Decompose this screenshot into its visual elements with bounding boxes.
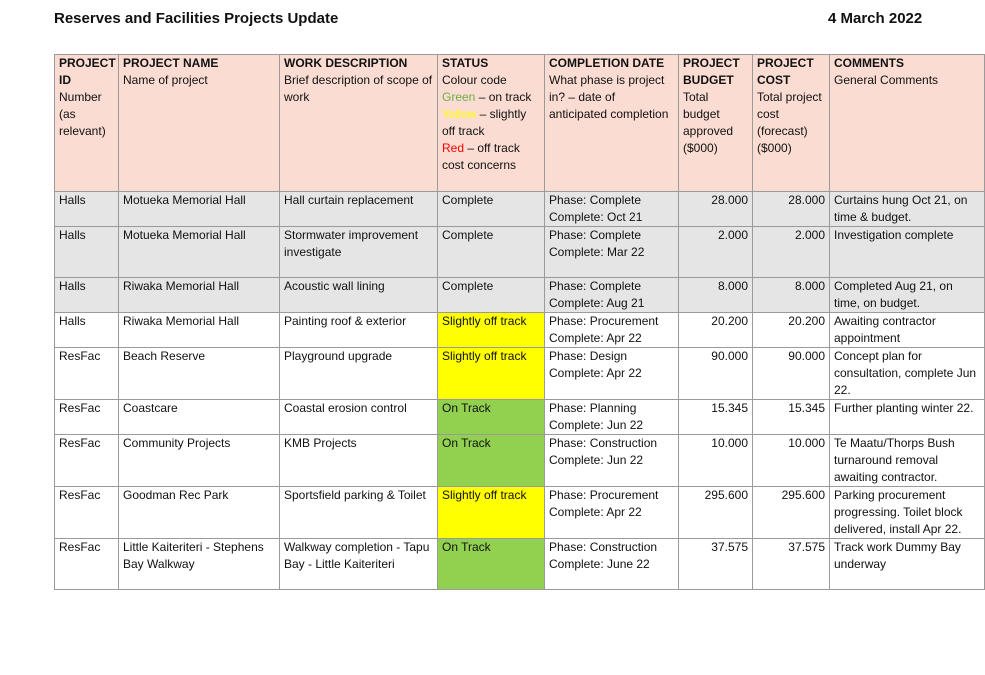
- cell-project-id: Halls: [55, 227, 119, 278]
- cell-work-description: Painting roof & exterior: [280, 313, 438, 348]
- col-header-completion-date: COMPLETION DATE What phase is project in? – date of anticipated completion: [545, 55, 679, 192]
- cell-project-id: Halls: [55, 278, 119, 313]
- cell-work-description: Playground upgrade: [280, 348, 438, 400]
- cell-comments: Completed Aug 21, on time, on budget.: [830, 278, 985, 313]
- cell-completion: Phase: Procurement Complete: Apr 22: [545, 313, 679, 348]
- page-title: Reserves and Facilities Projects Update: [54, 10, 339, 27]
- table-row: [55, 313, 985, 348]
- cell-work-description: Coastal erosion control: [280, 400, 438, 435]
- cell-work-description: KMB Projects: [280, 435, 438, 487]
- cell-project-name: Beach Reserve: [119, 348, 280, 400]
- cell-cost: 10.000: [753, 435, 830, 487]
- table-row: [55, 227, 985, 278]
- table-row: [55, 348, 985, 400]
- cell-project-id: ResFac: [55, 539, 119, 590]
- cell-cost: 295.600: [753, 487, 830, 539]
- cell-completion: Phase: Complete Complete: Oct 21: [545, 192, 679, 227]
- cell-work-description: Hall curtain replacement: [280, 192, 438, 227]
- cell-work-description: Stormwater improvement investigate: [280, 227, 438, 278]
- cell-comments: Track work Dummy Bay underway: [830, 539, 985, 590]
- cell-project-id: ResFac: [55, 348, 119, 400]
- col-header-comments: COMMENTS General Comments: [830, 55, 985, 192]
- cell-comments: Awaiting contractor appointment: [830, 313, 985, 348]
- cell-project-id: Halls: [55, 192, 119, 227]
- cell-cost: 37.575: [753, 539, 830, 590]
- cell-work-description: Acoustic wall lining: [280, 278, 438, 313]
- legend-red: Red: [442, 141, 465, 155]
- cell-budget: 2.000: [679, 227, 753, 278]
- cell-budget: 90.000: [679, 348, 753, 400]
- cell-project-name: Little Kaiteriteri - Stephens Bay Walkway: [119, 539, 280, 590]
- legend-yellow: Yellow: [442, 107, 477, 121]
- cell-completion: Phase: Complete Complete: Aug 21: [545, 278, 679, 313]
- col-header-project-budget: PROJECT BUDGET Total budget approved ($000): [679, 55, 753, 192]
- table-row: [55, 539, 985, 590]
- cell-cost: 8.000: [753, 278, 830, 313]
- cell-cost: 28.000: [753, 192, 830, 227]
- cell-status: On Track: [438, 435, 545, 487]
- cell-project-id: ResFac: [55, 487, 119, 539]
- cell-status: Complete: [438, 227, 545, 278]
- cell-status: Complete: [438, 192, 545, 227]
- cell-project-name: Community Projects: [119, 435, 280, 487]
- cell-cost: 2.000: [753, 227, 830, 278]
- cell-project-id: ResFac: [55, 400, 119, 435]
- cell-budget: 15.345: [679, 400, 753, 435]
- cell-project-name: Coastcare: [119, 400, 280, 435]
- col-header-work-description: WORK DESCRIPTION Brief description of scope of work: [280, 55, 438, 192]
- cell-cost: 90.000: [753, 348, 830, 400]
- cell-budget: 28.000: [679, 192, 753, 227]
- col-header-project-cost: PROJECT COST Total project cost (forecast) ($000): [753, 55, 830, 192]
- cell-status: Slightly off track: [438, 348, 545, 400]
- cell-completion: Phase: Planning Complete: Jun 22: [545, 400, 679, 435]
- cell-budget: 8.000: [679, 278, 753, 313]
- col-header-project-name: PROJECT NAME Name of project: [119, 55, 280, 192]
- cell-cost: 20.200: [753, 313, 830, 348]
- cell-budget: 10.000: [679, 435, 753, 487]
- cell-project-name: Goodman Rec Park: [119, 487, 280, 539]
- report-date: 4 March 2022: [828, 10, 923, 27]
- cell-comments: Te Maatu/Thorps Bush turnaround removal awaiting contractor.: [830, 435, 985, 487]
- cell-completion: Phase: Construction Complete: Jun 22: [545, 435, 679, 487]
- table-row: [55, 278, 985, 313]
- table-row: [55, 192, 985, 227]
- cell-comments: Parking procurement progressing. Toilet block delivered, install Apr 22.: [830, 487, 985, 539]
- cell-completion: Phase: Procurement Complete: Apr 22: [545, 487, 679, 539]
- col-header-status: STATUS Colour code Green – on track Yellow – slightly off track Red – off track cost concerns: [438, 55, 545, 192]
- table-row: [55, 400, 985, 435]
- cell-status: Slightly off track: [438, 487, 545, 539]
- cell-status: On Track: [438, 400, 545, 435]
- cell-work-description: Walkway completion - Tapu Bay - Little Kaiteriteri: [280, 539, 438, 590]
- cell-work-description: Sportsfield parking & Toilet: [280, 487, 438, 539]
- cell-status: Complete: [438, 278, 545, 313]
- cell-project-name: Riwaka Memorial Hall: [119, 278, 280, 313]
- cell-budget: 20.200: [679, 313, 753, 348]
- cell-cost: 15.345: [753, 400, 830, 435]
- projects-table: [54, 54, 985, 590]
- cell-comments: Further planting winter 22.: [830, 400, 985, 435]
- table-row: [55, 435, 985, 487]
- legend-green: Green: [442, 90, 476, 104]
- cell-project-id: Halls: [55, 313, 119, 348]
- cell-status: Slightly off track: [438, 313, 545, 348]
- cell-completion: Phase: Complete Complete: Mar 22: [545, 227, 679, 278]
- table-header-row: [55, 55, 985, 192]
- cell-comments: Curtains hung Oct 21, on time & budget.: [830, 192, 985, 227]
- cell-project-name: Motueka Memorial Hall: [119, 192, 280, 227]
- cell-project-name: Motueka Memorial Hall: [119, 227, 280, 278]
- cell-project-name: Riwaka Memorial Hall: [119, 313, 280, 348]
- cell-comments: Investigation complete: [830, 227, 985, 278]
- col-header-project-id: PROJECT ID Number (as relevant): [55, 55, 119, 192]
- cell-budget: 295.600: [679, 487, 753, 539]
- cell-completion: Phase: Design Complete: Apr 22: [545, 348, 679, 400]
- cell-budget: 37.575: [679, 539, 753, 590]
- cell-project-id: ResFac: [55, 435, 119, 487]
- cell-comments: Concept plan for consultation, complete Jun 22.: [830, 348, 985, 400]
- table-row: [55, 487, 985, 539]
- cell-status: On Track: [438, 539, 545, 590]
- cell-completion: Phase: Construction Complete: June 22: [545, 539, 679, 590]
